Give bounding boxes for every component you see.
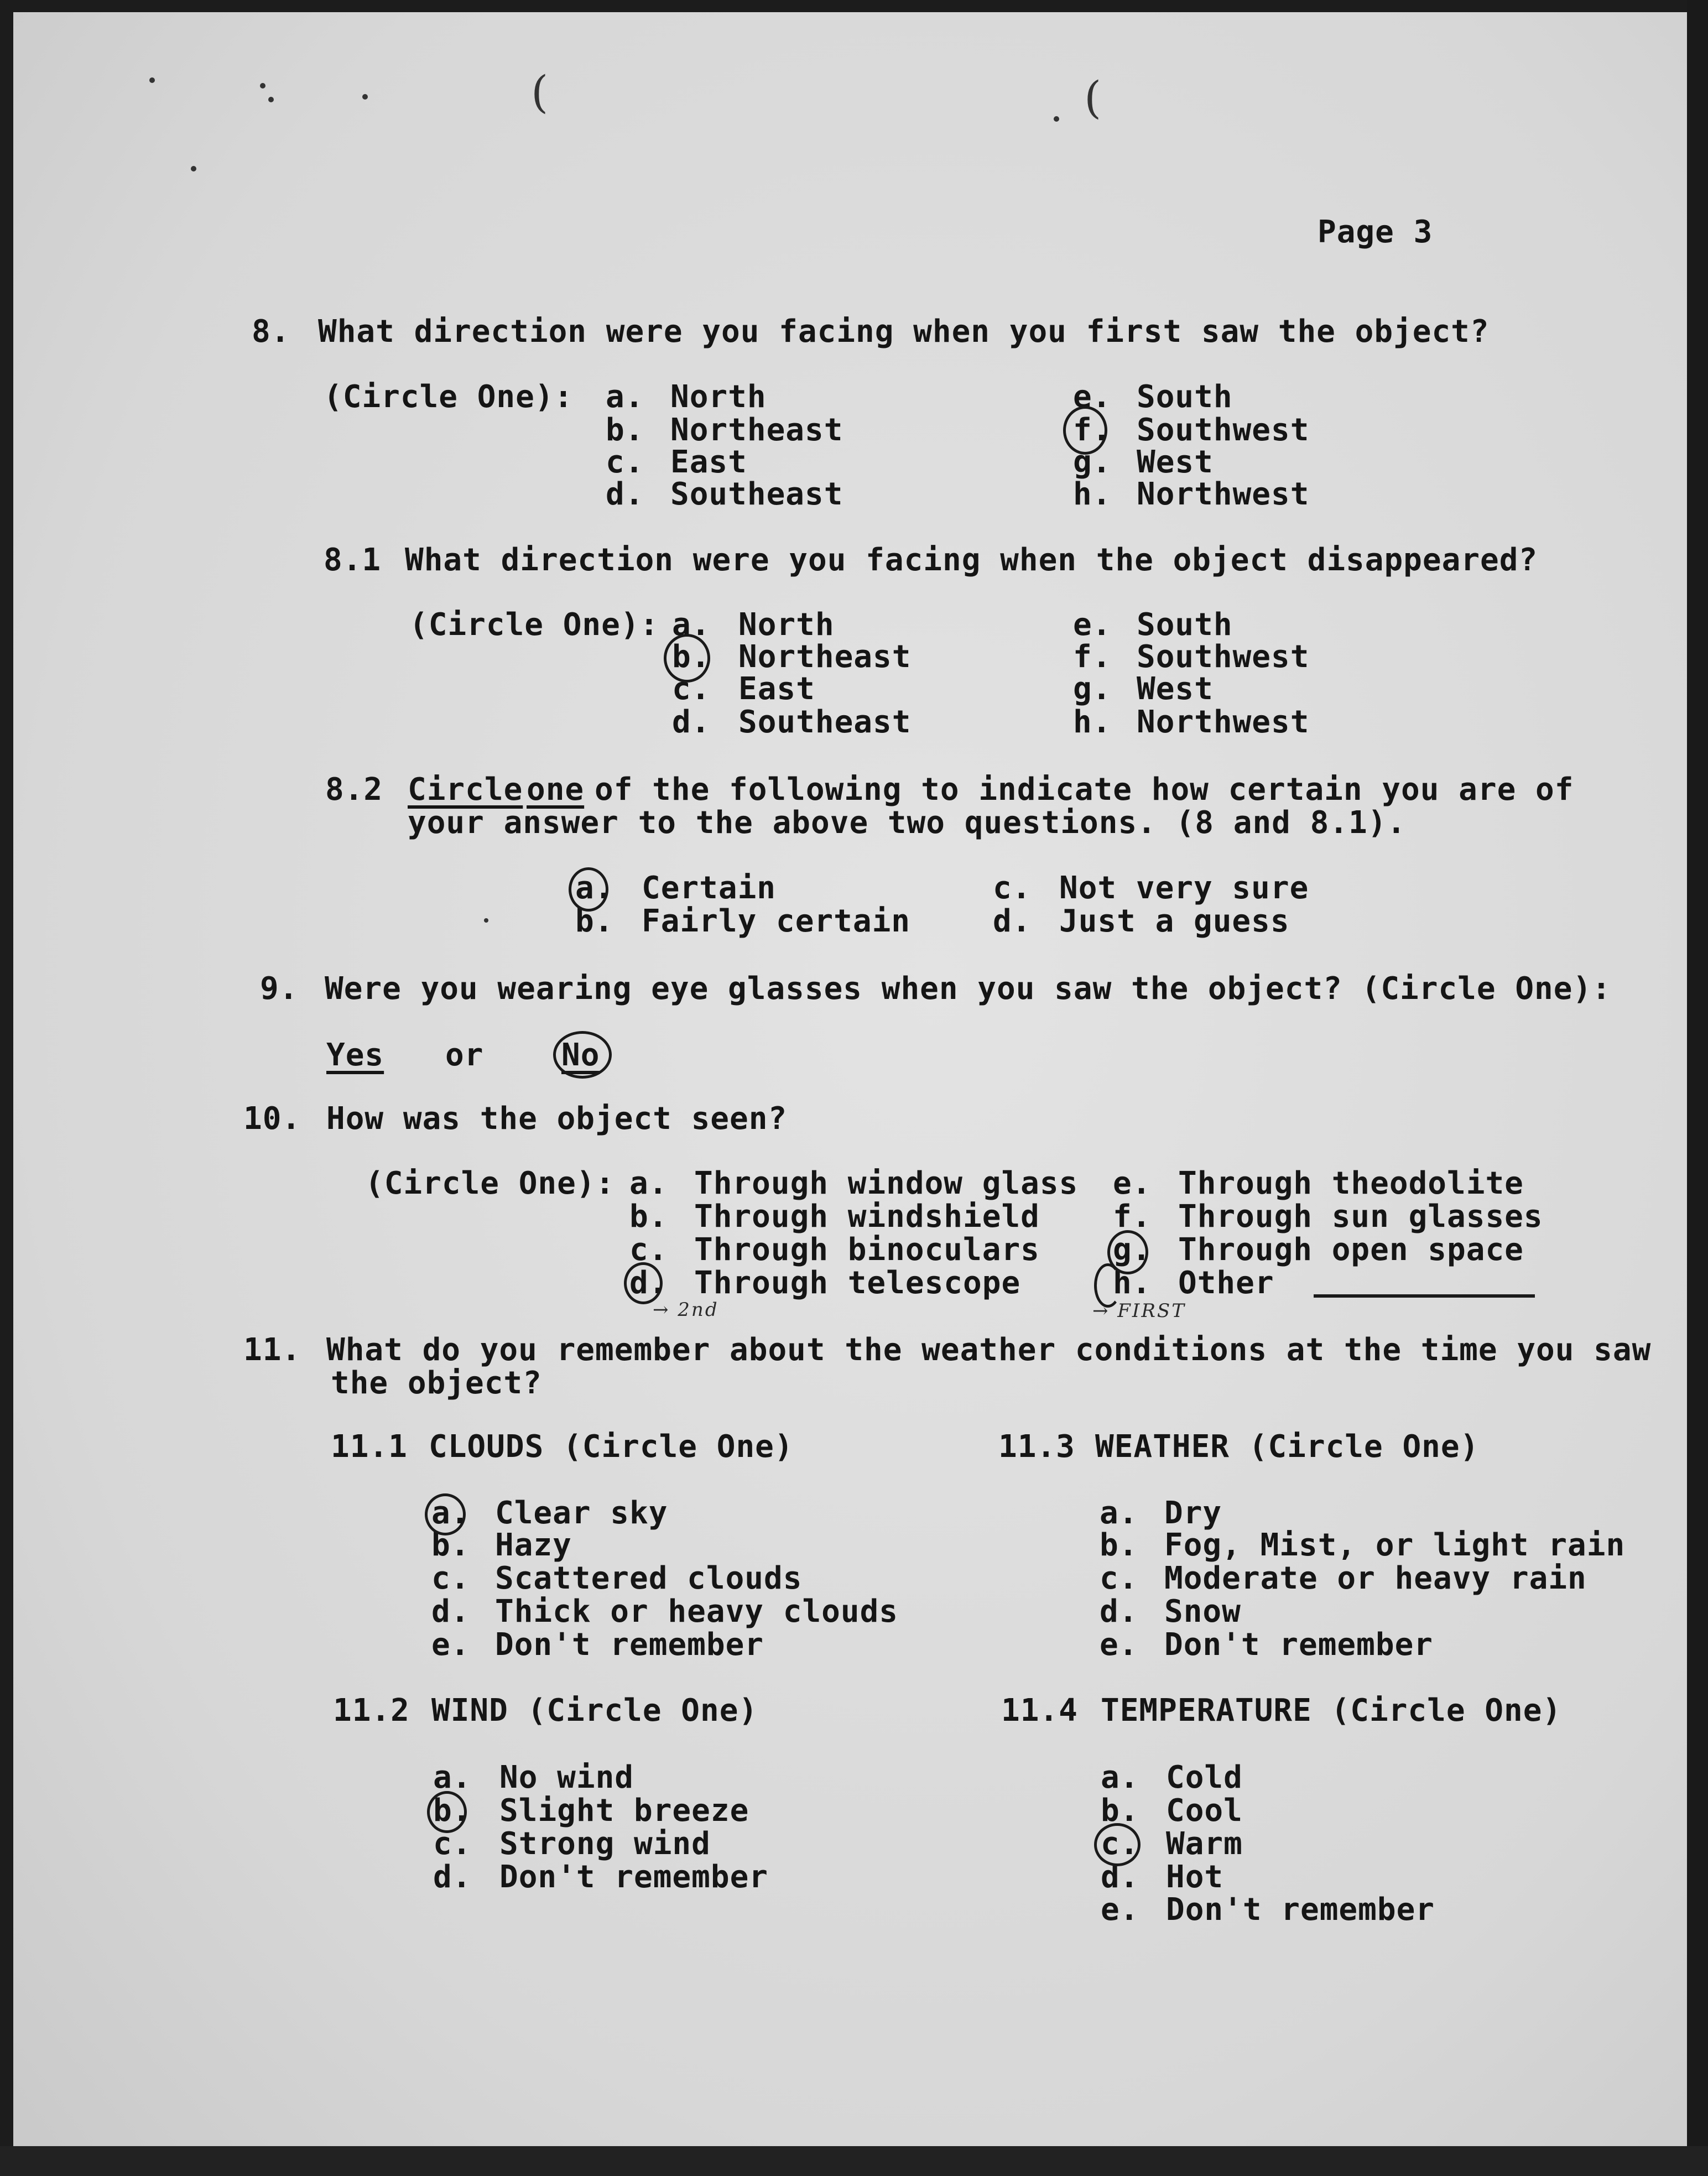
q8-instruction: (Circle One): <box>324 379 574 415</box>
q11-4-option-c-letter: c. <box>1101 1826 1139 1862</box>
scan-speck <box>260 83 265 89</box>
q8-option-c-letter: c. <box>606 444 644 480</box>
q8-1-option-c-letter: c. <box>672 671 711 707</box>
q11-1-option-d: Thick or heavy clouds <box>495 1594 899 1630</box>
q8-option-g: West <box>1137 444 1214 480</box>
q11-3-number: 11.3 <box>998 1429 1075 1465</box>
q11-2-option-b-letter: b. <box>433 1793 472 1829</box>
q11-question-line1: What do you remember about the weather conditions at the time you saw <box>326 1332 1652 1368</box>
q10-instruction: (Circle One): <box>365 1165 615 1201</box>
q8-1-option-d: Southeast <box>738 704 912 740</box>
q11-2-option-a: No wind <box>499 1759 634 1795</box>
q8-1-instruction: (Circle One): <box>409 607 659 643</box>
q8-1-option-f: Southwest <box>1137 639 1310 675</box>
q10-option-a: Through window glass <box>694 1165 1079 1201</box>
page-number: Page 3 <box>1318 214 1433 250</box>
q9-answer-circle <box>553 1031 612 1079</box>
q10-option-c: Through binoculars <box>694 1232 1040 1268</box>
q8-option-a: North <box>670 379 767 415</box>
q8-2-answer-circle <box>569 867 608 912</box>
q10-option-e: Through theodolite <box>1178 1165 1524 1201</box>
q11-2-answer-circle <box>427 1791 467 1833</box>
scan-mark: ( <box>531 66 549 118</box>
q8-1-option-f-letter: f. <box>1073 639 1112 675</box>
q8-2-question-line1: of the following to indicate how certain you are of <box>595 772 1574 808</box>
q8-1-option-h: Northwest <box>1137 704 1310 740</box>
q8-2-option-d: Just a guess <box>1059 903 1290 939</box>
q11-4-option-b: Cool <box>1166 1793 1243 1829</box>
scan-speck <box>149 77 155 83</box>
q11-4-option-e: Don't remember <box>1166 1892 1435 1928</box>
q11-2-option-b: Slight breeze <box>499 1793 749 1829</box>
q11-2-option-c: Strong wind <box>499 1826 711 1862</box>
q11-3-option-a-letter: a. <box>1100 1495 1138 1531</box>
q8-option-b: Northeast <box>670 412 843 448</box>
q11-2-title: WIND (Circle One) <box>431 1693 758 1729</box>
q11-3-option-b: Fog, Mist, or light rain <box>1164 1527 1626 1563</box>
q11-4-option-a-letter: a. <box>1101 1759 1139 1795</box>
q10-option-b-letter: b. <box>629 1199 668 1235</box>
q9-or: or <box>445 1037 484 1073</box>
q10-option-f: Through sun glasses <box>1178 1199 1543 1235</box>
q11-number: 11. <box>243 1332 301 1368</box>
q8-1-option-d-letter: d. <box>672 704 711 740</box>
scan-speck <box>362 94 368 100</box>
q11-question-line2: the object? <box>331 1365 542 1401</box>
q8-2-option-c: Not very sure <box>1059 870 1309 906</box>
q10-handwritten-note-h: → FIRST <box>1092 1300 1186 1322</box>
q8-answer-circle <box>1063 406 1107 455</box>
q8-2-option-b-letter: b. <box>575 903 614 939</box>
q11-1-title: CLOUDS (Circle One) <box>429 1429 794 1465</box>
q11-1-option-a-letter: a. <box>431 1495 470 1531</box>
q8-1-option-g-letter: g. <box>1073 671 1112 707</box>
q10-option-c-letter: c. <box>629 1232 668 1268</box>
q9-number: 9. <box>260 971 299 1007</box>
q11-1-option-e: Don't remember <box>495 1627 764 1663</box>
q11-1-option-d-letter: d. <box>431 1594 470 1630</box>
q11-3-option-c-letter: c. <box>1100 1560 1138 1596</box>
q10-option-h: Other <box>1178 1265 1274 1301</box>
q8-2-option-c-letter: c. <box>993 870 1032 906</box>
q11-4-option-b-letter: b. <box>1101 1793 1139 1829</box>
q8-number: 8. <box>252 314 290 350</box>
scan-border-bottom <box>0 2146 1708 2176</box>
q11-1-answer-circle <box>425 1493 466 1535</box>
q8-2-option-d-letter: d. <box>993 903 1032 939</box>
q11-4-option-c: Warm <box>1166 1826 1243 1862</box>
q10-handwritten-note-d: → 2nd <box>653 1299 719 1321</box>
q8-1-option-g: West <box>1137 671 1214 707</box>
q8-2-question-line2: your answer to the above two questions. (8 and 8.1). <box>408 805 1407 841</box>
q11-4-option-d-letter: d. <box>1101 1859 1139 1895</box>
q8-question: What direction were you facing when you first saw the object? <box>318 314 1490 350</box>
q8-1-option-b-letter: b. <box>672 639 711 675</box>
q11-2-option-a-letter: a. <box>433 1759 472 1795</box>
q9-question: Were you wearing eye glasses when you saw the object? (Circle One): <box>325 971 1611 1007</box>
q8-2-option-a: Certain <box>642 870 777 906</box>
q8-2-one-word: one <box>527 772 585 808</box>
q8-1-option-b: Northeast <box>738 639 912 675</box>
q8-option-a-letter: a. <box>606 379 644 415</box>
q11-3-option-d: Snow <box>1164 1594 1241 1630</box>
q11-1-number: 11.1 <box>331 1429 408 1465</box>
q11-3-title: WEATHER (Circle One) <box>1095 1429 1480 1465</box>
q8-option-h: Northwest <box>1137 476 1310 512</box>
q10-option-e-letter: e. <box>1113 1165 1152 1201</box>
q8-1-option-h-letter: h. <box>1073 704 1112 740</box>
q9-yes: Yes <box>326 1037 384 1073</box>
q8-option-f-letter: f. <box>1073 412 1112 448</box>
q10-answer-circle-d <box>624 1262 663 1304</box>
q8-1-option-e: South <box>1137 607 1233 643</box>
q11-1-option-b: Hazy <box>495 1527 572 1563</box>
q11-1-option-e-letter: e. <box>431 1627 470 1663</box>
q8-option-h-letter: h. <box>1073 476 1112 512</box>
q10-question: How was the object seen? <box>326 1101 788 1137</box>
q8-option-f: Southwest <box>1137 412 1310 448</box>
q11-2-option-d-letter: d. <box>433 1859 472 1895</box>
q8-2-number: 8.2 <box>325 772 383 808</box>
scan-border-right <box>1687 0 1708 2176</box>
q8-1-number: 8.1 <box>324 542 382 578</box>
scan-speck <box>1054 116 1059 122</box>
q11-3-option-e: Don't remember <box>1164 1627 1434 1663</box>
q8-option-d-letter: d. <box>606 476 644 512</box>
q8-option-c: East <box>670 444 747 480</box>
q11-1-option-c-letter: c. <box>431 1560 470 1596</box>
scan-mark: ( <box>1084 72 1102 123</box>
q11-2-number: 11.2 <box>333 1693 410 1729</box>
q11-2-option-c-letter: c. <box>433 1826 472 1862</box>
q8-1-question: What direction were you facing when the object disappeared? <box>405 542 1538 578</box>
q10-other-blank-line <box>1314 1294 1535 1298</box>
q11-4-answer-circle <box>1094 1823 1141 1866</box>
q11-4-number: 11.4 <box>1001 1693 1078 1729</box>
q8-1-answer-circle <box>664 634 710 683</box>
q10-option-g: Through open space <box>1178 1232 1524 1268</box>
q10-number: 10. <box>243 1101 301 1137</box>
q10-option-f-letter: f. <box>1113 1199 1152 1235</box>
q8-1-option-c: East <box>738 671 815 707</box>
q9-no: No <box>561 1037 600 1073</box>
q8-option-e: South <box>1137 379 1233 415</box>
q11-4-title: TEMPERATURE (Circle One) <box>1101 1693 1562 1729</box>
q8-option-g-letter: g. <box>1073 444 1112 480</box>
q8-option-b-letter: b. <box>606 412 644 448</box>
q10-option-g-letter: g. <box>1113 1232 1152 1268</box>
q8-1-option-a-letter: a. <box>672 607 711 643</box>
q11-1-option-a: Clear sky <box>495 1495 668 1531</box>
q10-option-d: Through telescope <box>694 1265 1021 1301</box>
scan-speck <box>484 918 488 923</box>
q11-3-option-c: Moderate or heavy rain <box>1164 1560 1587 1596</box>
scan-speck <box>191 166 196 171</box>
q11-2-option-d: Don't remember <box>499 1859 769 1895</box>
scan-speck <box>268 97 274 102</box>
q8-2-option-a-letter: a. <box>575 870 614 906</box>
q10-option-d-letter: d. <box>629 1265 668 1301</box>
q11-1-option-c: Scattered clouds <box>495 1560 803 1596</box>
q11-3-option-b-letter: b. <box>1100 1527 1138 1563</box>
q10-option-b: Through windshield <box>694 1199 1040 1235</box>
q8-1-option-a: North <box>738 607 835 643</box>
q8-2-circle-word: Circle <box>408 772 523 808</box>
q11-4-option-a: Cold <box>1166 1759 1243 1795</box>
q11-1-option-b-letter: b. <box>431 1527 470 1563</box>
q8-option-d: Southeast <box>670 476 843 512</box>
q8-option-e-letter: e. <box>1073 379 1112 415</box>
q11-3-option-a: Dry <box>1164 1495 1222 1531</box>
q10-option-a-letter: a. <box>629 1165 668 1201</box>
q11-3-option-d-letter: d. <box>1100 1594 1138 1630</box>
q11-3-option-e-letter: e. <box>1100 1627 1138 1663</box>
q8-1-option-e-letter: e. <box>1073 607 1112 643</box>
q8-2-option-b: Fairly certain <box>642 903 911 939</box>
q11-4-option-e-letter: e. <box>1101 1892 1139 1928</box>
q11-4-option-d: Hot <box>1166 1859 1224 1895</box>
q10-option-h-letter: h. <box>1113 1265 1152 1301</box>
